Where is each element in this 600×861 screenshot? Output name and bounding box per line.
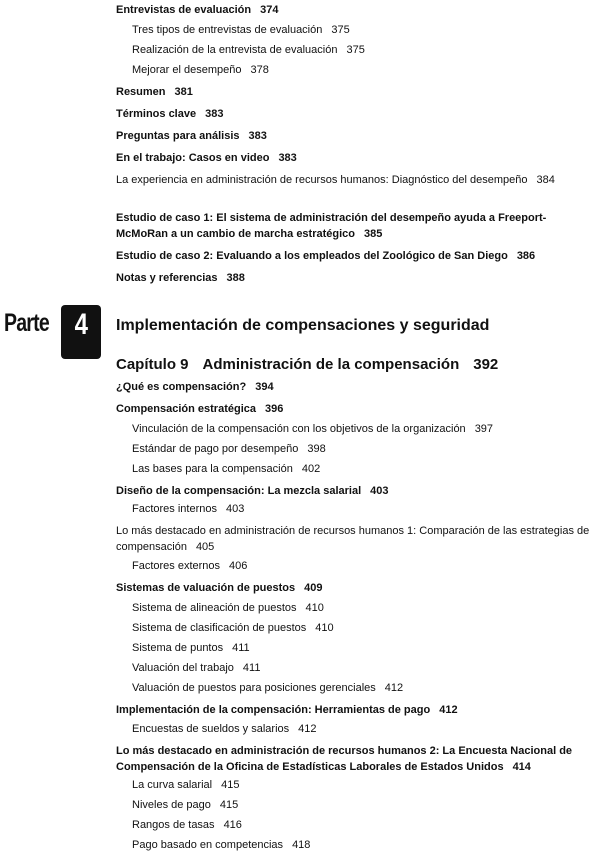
toc-subentry[interactable] — [132, 22, 600, 38]
toc-title: En el trabajo: Casos en video — [116, 152, 270, 164]
toc-title: Implementación de la compensación: Herramientas de pago — [116, 704, 431, 716]
toc-subentry[interactable] — [132, 777, 600, 793]
toc-title: Resumen — [116, 86, 166, 98]
toc-title: Estándar de pago por desempeño — [132, 443, 299, 455]
toc-title: Mejorar el desempeño — [132, 64, 242, 76]
toc-subentry[interactable] — [132, 837, 600, 853]
toc-page: 384 — [536, 174, 555, 186]
toc-title: Pago basado en competencias — [132, 839, 284, 851]
part-number-badge — [61, 305, 101, 359]
toc-page: 411 — [232, 642, 250, 654]
toc-page: 418 — [292, 839, 311, 851]
toc-title: Tres tipos de entrevistas de evaluación — [132, 24, 323, 36]
toc-page: 416 — [223, 819, 242, 831]
toc-page: 394 — [255, 381, 274, 393]
toc-title: ¿Qué es compensación? — [116, 381, 247, 393]
toc-page: 403 — [225, 503, 245, 515]
toc-subentry[interactable] — [132, 817, 600, 833]
toc-entry[interactable] — [116, 150, 594, 166]
toc-title: Entrevistas de evaluación — [116, 4, 252, 16]
toc-page: 405 — [195, 541, 215, 553]
toc-entry[interactable] — [116, 523, 594, 555]
toc-page: 374 — [260, 4, 279, 16]
toc-title: Diseño de la compensación: La mezcla salarial — [116, 485, 362, 497]
toc-title: Preguntas para análisis — [116, 130, 240, 142]
toc-title: Lo más destacado en administración de recursos humanos 2: La Encuesta Nacional de Compensación de la Oficina de Estadísticas Laborales de Estados Unidos — [116, 745, 573, 773]
toc-page: 415 — [219, 799, 239, 811]
toc-page: 396 — [265, 403, 284, 415]
toc-subentry[interactable] — [132, 421, 600, 437]
toc-title: Valuación de puestos para posiciones gerenciales — [132, 682, 376, 694]
toc-page: 378 — [250, 64, 269, 76]
part-title: Implementación de compensaciones y seguridad — [116, 317, 490, 334]
toc-subentry[interactable] — [132, 797, 600, 813]
toc-entry[interactable] — [116, 128, 594, 144]
toc-page: 411 — [242, 662, 261, 674]
toc-subentry[interactable] — [132, 620, 600, 636]
toc-title: Estudio de caso 1: El sistema de administración del desempeño ayuda a Freeport-McMoRan a un cambio de marcha estratégico — [116, 212, 547, 240]
toc-title: Valuación del trabajo — [132, 662, 234, 674]
toc-page: 383 — [278, 152, 297, 164]
toc-entry[interactable] — [116, 106, 594, 122]
toc-page: 375 — [331, 24, 350, 36]
toc-subentry[interactable] — [132, 640, 600, 656]
chapter-page: 392 — [473, 356, 499, 373]
toc-subentry[interactable] — [132, 721, 600, 737]
toc-entry[interactable] — [116, 483, 594, 499]
toc-entry[interactable] — [116, 210, 594, 242]
toc-title: La experiencia en administración de recursos humanos: Diagnóstico del desempeño — [116, 174, 528, 186]
toc-page: 410 — [305, 602, 324, 614]
toc-subentry[interactable] — [132, 441, 600, 457]
toc-page: 403 — [370, 485, 389, 497]
toc-entry[interactable] — [116, 172, 594, 188]
toc-title: Niveles de pago — [132, 799, 211, 811]
toc-title: Las bases para la compensación — [132, 463, 293, 475]
toc-title: Estudio de caso 2: Evaluando a los empleados del Zoológico de San Diego — [116, 250, 508, 262]
chapter-title: Administración de la compensación — [202, 356, 460, 373]
toc-page: 398 — [307, 443, 326, 455]
toc-title: Sistema de clasificación de puestos — [132, 622, 307, 634]
toc-entry[interactable] — [116, 580, 594, 596]
toc-page: 383 — [248, 130, 267, 142]
toc-page: 412 — [298, 723, 317, 735]
toc-entry[interactable] — [116, 743, 594, 775]
toc-title: Términos clave — [116, 108, 197, 120]
toc-page: 385 — [364, 228, 383, 240]
toc-page: 397 — [474, 423, 494, 435]
toc-title: Realización de la entrevista de evaluación — [132, 44, 338, 56]
toc-page: 415 — [221, 779, 240, 791]
toc-entry[interactable] — [116, 702, 594, 718]
toc-page: 381 — [174, 86, 193, 98]
toc-page: 383 — [205, 108, 224, 120]
toc-title: La curva salarial — [132, 779, 213, 791]
toc-title: Factores internos — [132, 503, 217, 515]
toc-entry[interactable] — [116, 270, 594, 286]
toc-page: 406 — [229, 560, 248, 572]
toc-subentry[interactable] — [132, 62, 600, 78]
toc-subentry[interactable] — [132, 660, 600, 676]
toc-title: Lo más destacado en administración de recursos humanos 1: Comparación de las estrategias de compensación — [116, 525, 590, 553]
toc-title: Compensación estratégica — [116, 403, 256, 415]
toc-subentry[interactable] — [132, 42, 600, 58]
toc-title: Rangos de tasas — [132, 819, 215, 831]
toc-entry[interactable] — [116, 2, 594, 18]
toc-subentry[interactable] — [132, 600, 600, 616]
toc-entry[interactable] — [116, 401, 594, 417]
toc-title: Sistemas de valuación de puestos — [116, 582, 296, 594]
toc-subentry[interactable] — [132, 461, 600, 477]
toc-subentry[interactable] — [132, 558, 600, 574]
toc-page: 412 — [439, 704, 458, 716]
toc-page: 375 — [346, 44, 365, 56]
toc-entry[interactable] — [116, 84, 594, 100]
toc-page: 402 — [301, 463, 321, 475]
part-number: 4 — [74, 308, 88, 341]
toc-entry[interactable] — [116, 379, 594, 395]
toc-title: Encuestas de sueldos y salarios — [132, 723, 290, 735]
toc-subentry[interactable] — [132, 680, 600, 696]
toc-subentry[interactable] — [132, 501, 600, 517]
toc-title: Vinculación de la compensación con los objetivos de la organización — [132, 423, 466, 435]
toc-title: Factores externos — [132, 560, 221, 572]
toc-page: 386 — [516, 250, 536, 262]
toc-page: 414 — [512, 761, 531, 773]
toc-entry[interactable] — [116, 248, 594, 264]
toc-page: 410 — [315, 622, 334, 634]
part-label: Parte — [4, 309, 49, 337]
toc-page: 388 — [226, 272, 245, 284]
toc-title: Sistema de alineación de puestos — [132, 602, 297, 614]
toc-page: 412 — [384, 682, 404, 694]
toc-title: Sistema de puntos — [132, 642, 224, 654]
toc-title: Notas y referencias — [116, 272, 218, 284]
toc-page: 409 — [304, 582, 323, 594]
chapter-label: Capítulo 9 — [116, 356, 189, 373]
chapter-heading[interactable] — [116, 356, 498, 373]
